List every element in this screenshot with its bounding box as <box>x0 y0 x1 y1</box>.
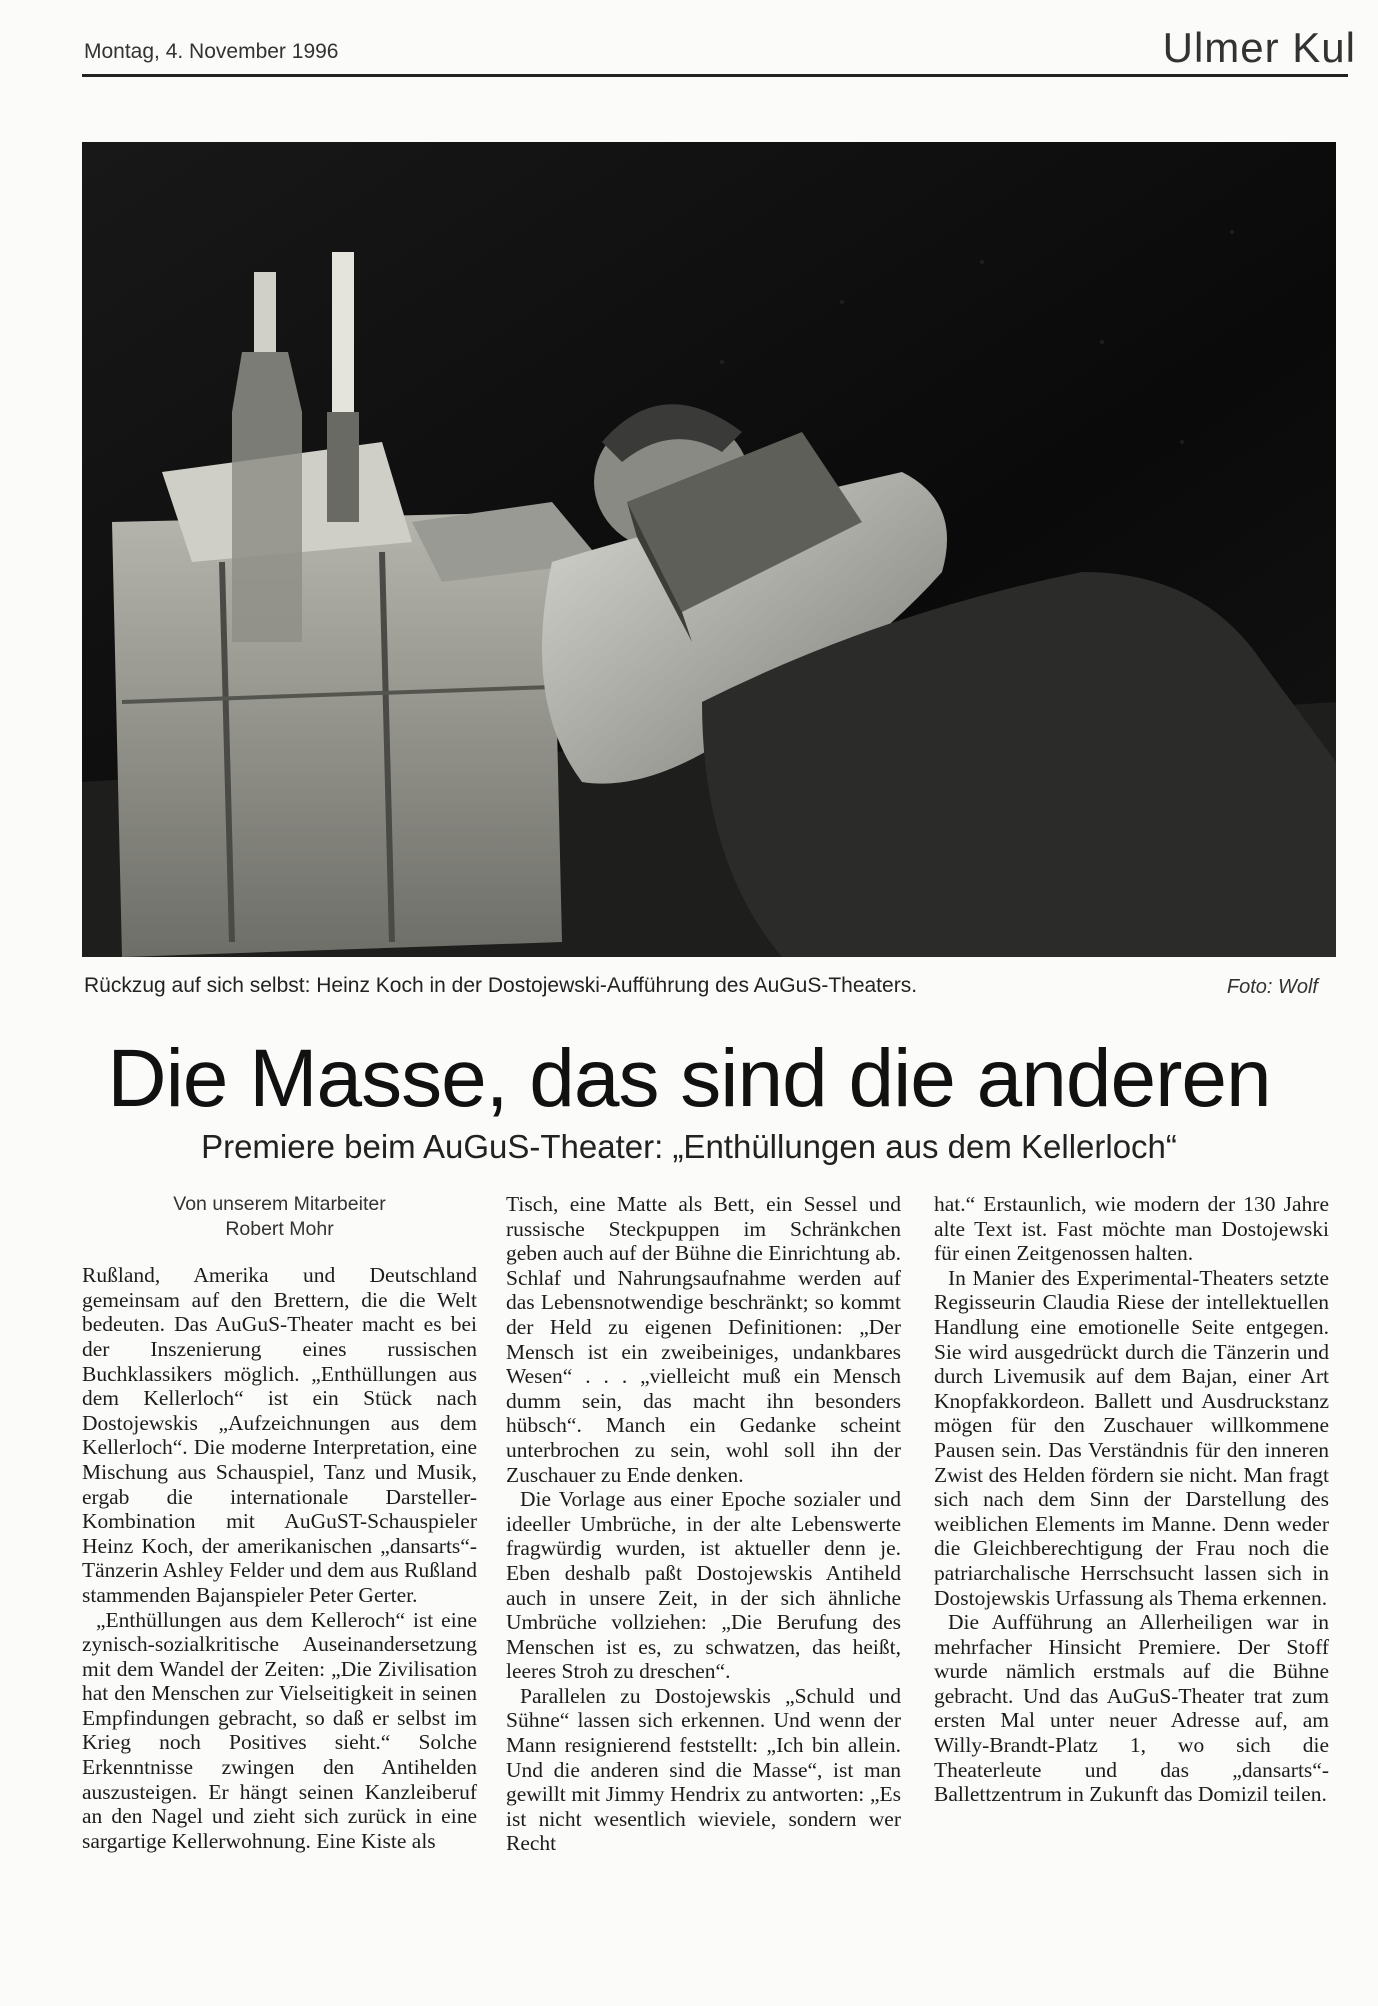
paragraph: Rußland, Amerika und Deutschland gemeinsam auf den Brettern, die die Welt bedeuten. Das AuGuS-Theater macht es bei der Inszenierung eines russischen Buchklassikers möglich. „Enthüllungen aus dem Kellerloch“ ist ein Stück nach Dostojewskis „Aufzeichnungen aus dem Kellerloch“. Die moderne Interpretation, eine Mischung aus Schauspiel, Tanz und Musik, ergab die internationale Darsteller-Kombination mit AuGuST-Schauspieler Heinz Koch, der amerikanischen „dansarts“-Tänzerin Ashley Felder und dem aus Rußland stammenden Bajanspieler Peter Gerter. <box>82 1263 477 1607</box>
header-rule <box>82 74 1348 77</box>
photo-credit: Foto: Wolf <box>1226 976 1318 998</box>
article-column-3 <box>934 1192 1329 1807</box>
paragraph: hat.“ Erstaunlich, wie modern der 130 Jahre alte Text ist. Fast möchte man Dostojewski für einen Zeitgenossen halten. <box>934 1192 1329 1266</box>
photo-caption: Rückzug auf sich selbst: Heinz Koch in der Dostojewski-Aufführung des AuGuS-Theaters. <box>84 974 918 997</box>
paragraph: Parallelen zu Dostojewskis „Schuld und Sühne“ lassen sich erkennen. Und wenn der Mann resignierend feststellt: „Ich bin allein. Und die anderen sind die Masse“, ist man gewillt mit Jimmy Hendrix zu antworten: „Es ist nicht wesentlich wieviele, sondern wer Recht <box>506 1683 901 1856</box>
article-column-1 <box>82 1192 477 1853</box>
paragraph: Die Aufführung an Allerheiligen war in mehrfacher Hinsicht Premiere. Der Stoff wurde nämlich erstmals auf die Bühne gebracht. Und das AuGuS-Theater trat zum ersten Mal unter neuer Adresse auf, am Willy-Brandt-Platz 1, wo sich die Theaterleute und das „dansarts“-Ballettzentrum in Zukunft das Domizil teilen. <box>934 1610 1329 1807</box>
byline-author: Robert Mohr <box>225 1217 334 1240</box>
stage-photo <box>82 142 1336 957</box>
issue-date: Montag, 4. November 1996 <box>84 40 339 63</box>
paragraph: Die Vorlage aus einer Epoche sozialer und ideeller Umbrüche, in der alte Lebenswerte fragwürdig wurden, ist aktueller denn je. Eben deshalb paßt Dostojewskis Antiheld auch in unsere Zeit, in der sich ähnliche Umbrüche vollziehen: „Die Berufung des Menschen ist es, zu schwatzen, das heißt, leeres Stroh zu dreschen“. <box>506 1487 901 1684</box>
article-subhead: Premiere beim AuGuS-Theater: „Enthüllungen aus dem Kellerloch“ <box>201 1128 1177 1165</box>
stage-photo-illustration <box>82 142 1336 957</box>
article-headline: Die Masse, das sind die anderen <box>107 1033 1271 1124</box>
section-masthead: Ulmer Kul <box>1162 24 1356 71</box>
article-column-2 <box>506 1192 901 1856</box>
paragraph: „Enthüllungen aus dem Kelleroch“ ist eine zynisch-sozialkritische Auseinandersetzung mit dem Wandel der Zeiten: „Die Zivilisation hat den Menschen zur Vielseitigkeit in seinen Empfindungen gebracht, so daß er selbst im Krieg noch Positives sieht.“ Solche Erkenntnisse zwingen den Antihelden auszusteigen. Er hängt seinen Kanzleiberuf an den Nagel und zieht sich zurück in eine sargartige Kellerwohnung. Eine Kiste als <box>82 1607 477 1853</box>
byline-role: Von unserem Mitarbeiter <box>173 1193 386 1215</box>
paragraph: Tisch, eine Matte als Bett, ein Sessel und russische Steckpuppen im Schränkchen geben auch auf der Bühne die Einrichtung ab. Schlaf und Nahrungsaufnahme werden auf das Lebensnotwendige beschränkt; so kommt der Held zu eigenen Definitionen: „Der Mensch ist ein zweibeiniges, undankbares Wesen“ . . . „vielleicht muß ein Mensch dumm sein, das macht ihn besonders hübsch“. Manch ein Gedanke scheint unterbrochen zu sein, wohl soll ihn der Zuschauer zu Ende denken. <box>506 1192 901 1487</box>
paragraph: In Manier des Experimental-Theaters setzte Regisseurin Claudia Riese der intellektuellen Handlung eine emotionelle Seite entgegen. Sie wird ausgedrückt durch die Tänzerin und durch Livemusik auf dem Bajan, einer Art Knopfakkordeon. Ballett und Ausdruckstanz mögen für den Zuschauer willkommene Pausen sein. Das Verständnis für den inneren Zwist des Helden fördern sie nicht. Man fragt sich nach dem Sinn der Darstellung des weiblichen Elements im Manne. Denn weder die Gleichberechtigung der Frau noch die patriarchalische Herrschsucht lassen sich in Dostojewskis Urfassung als Thema erkennen. <box>934 1265 1329 1610</box>
byline <box>82 1192 477 1241</box>
